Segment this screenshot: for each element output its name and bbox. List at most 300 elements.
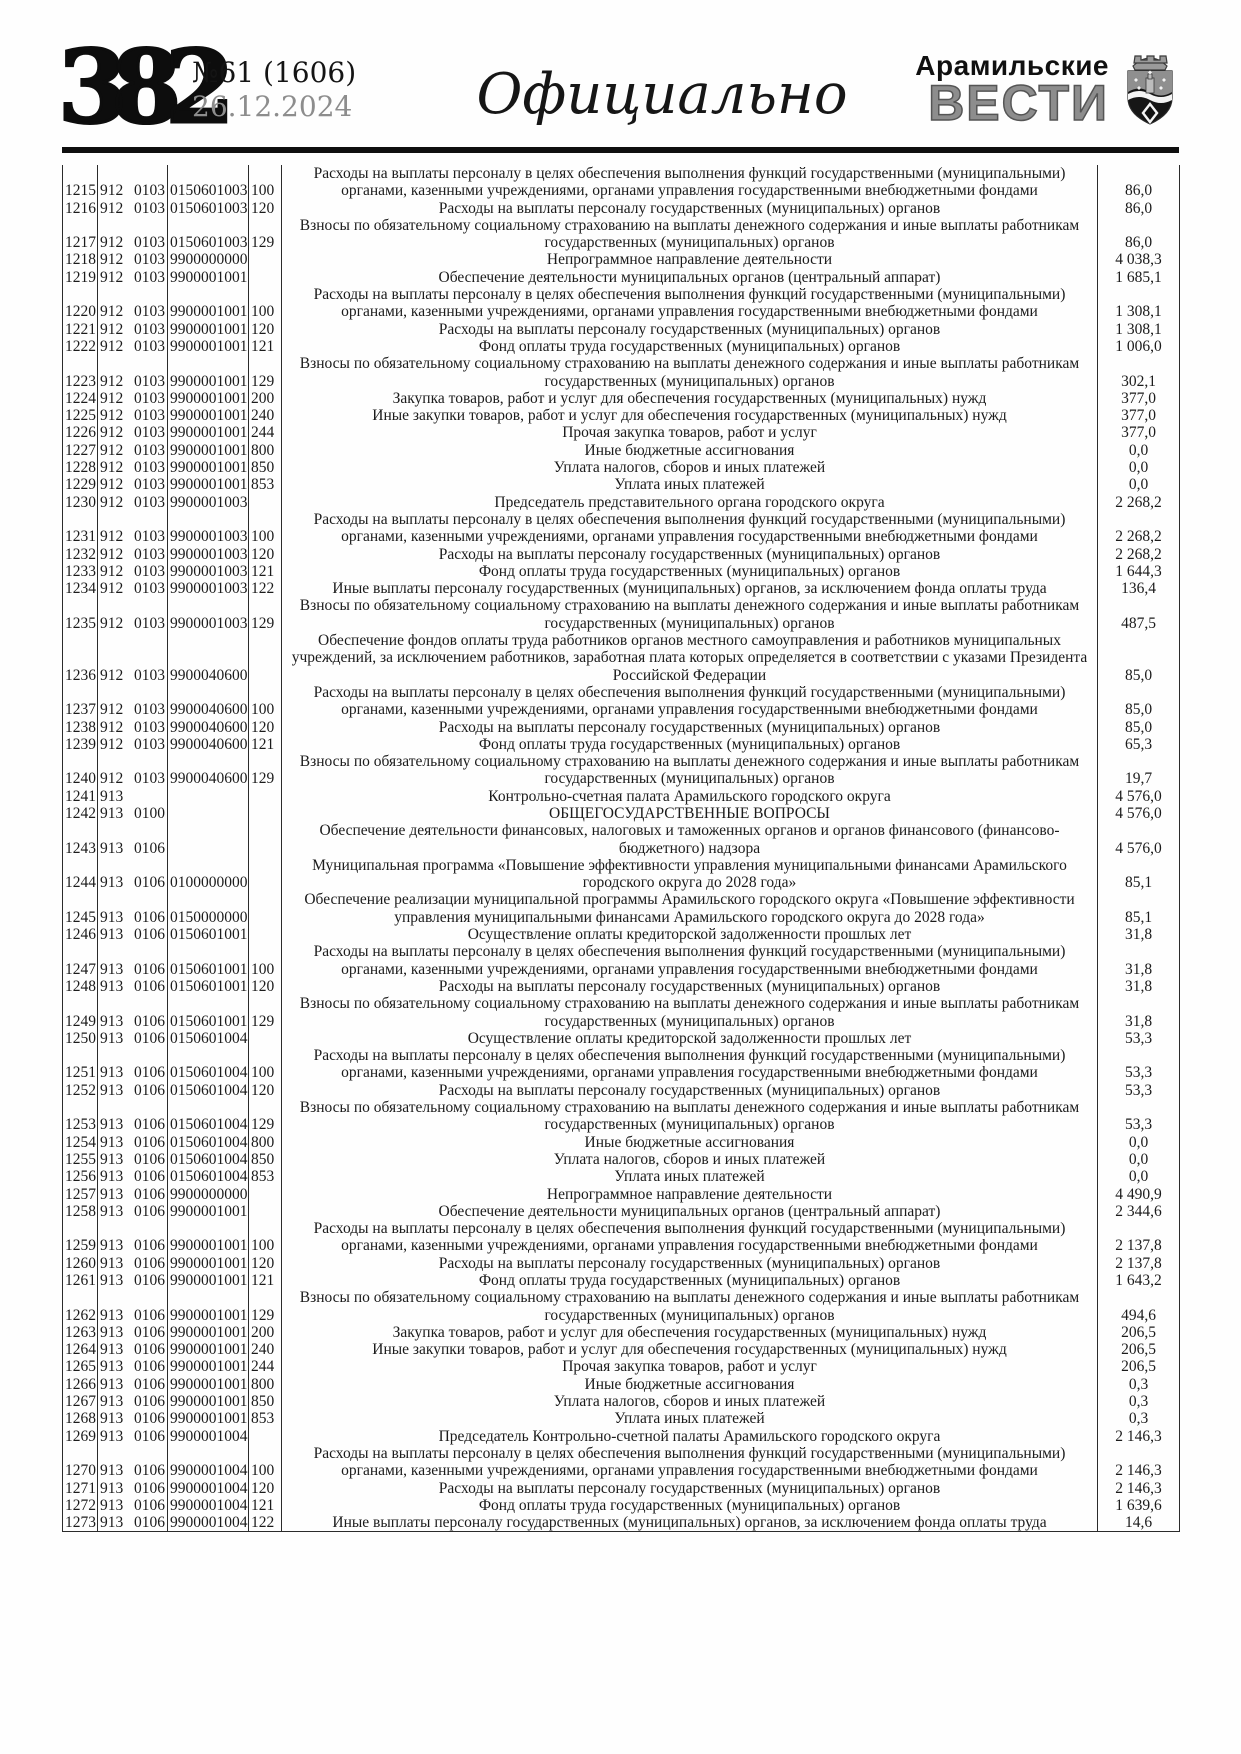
grbs-section-cell (98, 1186, 168, 1203)
section-code: 0103 (134, 407, 165, 425)
grbs-code: 913 (100, 1323, 124, 1341)
amount-cell: 2 344,6 (1098, 1203, 1180, 1220)
description-cell: Расходы на выплаты персоналу государственных (муниципальных) органов (282, 200, 1098, 217)
grbs-section-cell (98, 1341, 168, 1358)
description-cell: Расходы на выплаты персоналу государственных (муниципальных) органов (282, 978, 1098, 995)
description-cell: Расходы на выплаты персоналу в целях обеспечения выполнения функций государственными (муниципальными) органами, казенными учреждениями, органами управления государственными внебюджетными фондами (282, 1220, 1098, 1255)
description-cell: Обеспечение деятельности муниципальных органов (центральный аппарат) (282, 1203, 1098, 1220)
grbs-section-cell (98, 1289, 168, 1324)
table-row (63, 286, 1180, 321)
target-article-cell: 9900001001 (168, 1393, 249, 1410)
section-code: 0103 (134, 718, 165, 736)
row-number-cell: 1254 (63, 1134, 98, 1151)
grbs-section-cell (98, 200, 168, 217)
target-article-cell: 0150601004 (168, 1134, 249, 1151)
amount-cell: 86,0 (1098, 217, 1180, 252)
grbs-code: 912 (100, 372, 124, 390)
description-cell: Председатель Контрольно-счетной палаты Арамильского городского округа (282, 1428, 1098, 1445)
target-article-cell (168, 822, 249, 857)
description-cell: Фонд оплаты труда государственных (муниципальных) органов (282, 736, 1098, 753)
table-row (63, 217, 1180, 252)
grbs-code: 912 (100, 320, 124, 338)
grbs-section-cell (98, 632, 168, 684)
row-number-cell: 1232 (63, 546, 98, 563)
expense-type-cell: 850 (249, 459, 282, 476)
section-code: 0106 (134, 1254, 165, 1272)
target-article-cell: 9900000000 (168, 1186, 249, 1203)
expense-type-cell: 121 (249, 563, 282, 580)
grbs-code: 913 (100, 1029, 124, 1047)
grbs-section-cell (98, 719, 168, 736)
section-code: 0103 (134, 562, 165, 580)
amount-cell: 377,0 (1098, 424, 1180, 441)
description-cell: Уплата налогов, сборов и иных платежей (282, 1151, 1098, 1168)
description-cell: Фонд оплаты труда государственных (муниципальных) органов (282, 338, 1098, 355)
amount-cell: 494,6 (1098, 1289, 1180, 1324)
expense-type-cell: 120 (249, 978, 282, 995)
grbs-section-cell (98, 1393, 168, 1410)
grbs-code: 912 (100, 476, 124, 494)
row-number-cell: 1261 (63, 1272, 98, 1289)
target-article-cell: 9900001001 (168, 1289, 249, 1324)
grbs-section-cell (98, 1203, 168, 1220)
expense-type-cell: 100 (249, 1220, 282, 1255)
row-number-cell: 1220 (63, 286, 98, 321)
description-cell: Муниципальная программа «Повышение эффективности управления муниципальными финансами Арамильского городского округа до 2028 года» (282, 857, 1098, 892)
target-article-cell: 9900001003 (168, 511, 249, 546)
expense-type-cell: 129 (249, 753, 282, 788)
amount-cell: 53,3 (1098, 1047, 1180, 1082)
section-code: 0106 (134, 1358, 165, 1376)
description-cell: Расходы на выплаты персоналу государственных (муниципальных) органов (282, 1480, 1098, 1497)
row-number-cell: 1236 (63, 632, 98, 684)
table-row (63, 1030, 1180, 1047)
amount-cell: 2 268,2 (1098, 546, 1180, 563)
grbs-code: 912 (100, 407, 124, 425)
table-row (63, 1203, 1180, 1220)
grbs-section-cell (98, 1047, 168, 1082)
description-cell: Расходы на выплаты персоналу в целях обеспечения выполнения функций государственными (муниципальными) органами, казенными учреждениями, органами управления государственными внебюджетными фондами (282, 1445, 1098, 1480)
expense-type-cell: 800 (249, 1134, 282, 1151)
table-row (63, 1220, 1180, 1255)
amount-cell: 86,0 (1098, 200, 1180, 217)
grbs-code: 913 (100, 787, 124, 805)
section-code: 0106 (134, 1462, 165, 1480)
row-number-cell: 1272 (63, 1497, 98, 1514)
expense-type-cell: 121 (249, 1272, 282, 1289)
row-number-cell: 1228 (63, 459, 98, 476)
grbs-code: 912 (100, 545, 124, 563)
expense-type-cell: 122 (249, 1514, 282, 1532)
target-article-cell: 9900040600 (168, 736, 249, 753)
expense-type-cell (249, 788, 282, 805)
expense-type-cell (249, 1186, 282, 1203)
row-number-cell: 1221 (63, 321, 98, 338)
grbs-code: 912 (100, 303, 124, 321)
section-code: 0103 (134, 666, 165, 684)
row-number-cell: 1259 (63, 1220, 98, 1255)
section-code: 0103 (134, 493, 165, 511)
row-number-cell: 1257 (63, 1186, 98, 1203)
section-title: Официально (476, 62, 848, 127)
expense-type-cell: 121 (249, 1497, 282, 1514)
target-article-cell: 9900001004 (168, 1428, 249, 1445)
amount-cell: 206,5 (1098, 1341, 1180, 1358)
description-cell: Расходы на выплаты персоналу государственных (муниципальных) органов (282, 1082, 1098, 1099)
description-cell: Взносы по обязательному социальному страхованию на выплаты денежного содержания и иные выплаты работникам государственных (муниципальных) органов (282, 1289, 1098, 1324)
table-row (63, 1186, 1180, 1203)
target-article-cell: 9900040600 (168, 632, 249, 684)
grbs-section-cell (98, 476, 168, 493)
grbs-section-cell (98, 1168, 168, 1185)
amount-cell: 53,3 (1098, 1030, 1180, 1047)
table-row (63, 1480, 1180, 1497)
table-row (63, 891, 1180, 926)
row-number-cell: 1255 (63, 1151, 98, 1168)
row-number-cell: 1219 (63, 269, 98, 286)
row-number-cell: 1241 (63, 788, 98, 805)
description-cell: Взносы по обязательному социальному страхованию на выплаты денежного содержания и иные выплаты работникам государственных (муниципальных) органов (282, 995, 1098, 1030)
description-cell: Непрограммное направление деятельности (282, 1186, 1098, 1203)
target-article-cell (168, 805, 249, 822)
grbs-code: 913 (100, 1514, 124, 1532)
expense-type-cell: 100 (249, 165, 282, 200)
amount-cell: 31,8 (1098, 943, 1180, 978)
grbs-section-cell (98, 269, 168, 286)
table-row (63, 1358, 1180, 1375)
grbs-code: 913 (100, 839, 124, 857)
target-article-cell: 9900001004 (168, 1514, 249, 1532)
grbs-section-cell (98, 286, 168, 321)
section-code: 0106 (134, 926, 165, 944)
description-cell: Расходы на выплаты персоналу в целях обеспечения выполнения функций государственными (муниципальными) органами, казенными учреждениями, органами управления государственными внебюджетными фондами (282, 1047, 1098, 1082)
grbs-code: 913 (100, 804, 124, 822)
expense-type-cell (249, 251, 282, 268)
description-cell: Прочая закупка товаров, работ и услуг (282, 424, 1098, 441)
grbs-code: 913 (100, 908, 124, 926)
amount-cell: 206,5 (1098, 1324, 1180, 1341)
row-number-cell: 1230 (63, 494, 98, 511)
table-row (63, 597, 1180, 632)
amount-cell: 0,0 (1098, 1151, 1180, 1168)
grbs-code: 912 (100, 459, 124, 477)
target-article-cell: 9900001001 (168, 269, 249, 286)
row-number-cell: 1234 (63, 580, 98, 597)
amount-cell: 1 643,2 (1098, 1272, 1180, 1289)
grbs-section-cell (98, 943, 168, 978)
expense-type-cell (249, 1030, 282, 1047)
section-code: 0103 (134, 199, 165, 217)
target-article-cell: 9900001001 (168, 476, 249, 493)
row-number-cell: 1265 (63, 1358, 98, 1375)
expense-type-cell: 240 (249, 1341, 282, 1358)
amount-cell: 1 639,6 (1098, 1497, 1180, 1514)
description-cell: Уплата налогов, сборов и иных платежей (282, 1393, 1098, 1410)
row-number-cell: 1227 (63, 442, 98, 459)
grbs-code: 912 (100, 528, 124, 546)
target-article-cell: 9900001001 (168, 321, 249, 338)
expense-type-cell: 129 (249, 1099, 282, 1134)
expense-type-cell (249, 1203, 282, 1220)
grbs-code: 913 (100, 1064, 124, 1082)
section-code: 0106 (134, 908, 165, 926)
expense-type-cell: 120 (249, 1255, 282, 1272)
table-row (63, 546, 1180, 563)
grbs-section-cell (98, 736, 168, 753)
description-cell: Закупка товаров, работ и услуг для обеспечения государственных (муниципальных) нужд (282, 1324, 1098, 1341)
amount-cell: 85,0 (1098, 632, 1180, 684)
expense-type-cell (249, 1428, 282, 1445)
grbs-code: 913 (100, 960, 124, 978)
row-number-cell: 1263 (63, 1324, 98, 1341)
target-article-cell: 9900001001 (168, 407, 249, 424)
grbs-section-cell (98, 1134, 168, 1151)
grbs-section-cell (98, 822, 168, 857)
expense-type-cell: 100 (249, 511, 282, 546)
target-article-cell: 9900001003 (168, 597, 249, 632)
section-code: 0106 (134, 960, 165, 978)
description-cell: Председатель представительного органа городского округа (282, 494, 1098, 511)
grbs-code: 912 (100, 701, 124, 719)
table-row (63, 1289, 1180, 1324)
issue-date: 26.12.2024 (192, 90, 353, 123)
description-cell: Расходы на выплаты персоналу в целях обеспечения выполнения функций государственными (муниципальными) органами, казенными учреждениями, органами управления государственными внебюджетными фондами (282, 286, 1098, 321)
row-number-cell: 1256 (63, 1168, 98, 1185)
grbs-code: 912 (100, 199, 124, 217)
grbs-section-cell (98, 1151, 168, 1168)
row-number-cell: 1262 (63, 1289, 98, 1324)
section-code: 0106 (134, 1427, 165, 1445)
expense-type-cell: 800 (249, 442, 282, 459)
table-row (63, 1082, 1180, 1099)
table-row (63, 788, 1180, 805)
description-cell: Иные бюджетные ассигнования (282, 442, 1098, 459)
grbs-code: 913 (100, 1133, 124, 1151)
amount-cell: 1 685,1 (1098, 269, 1180, 286)
grbs-code: 913 (100, 1341, 124, 1359)
table-row (63, 995, 1180, 1030)
grbs-code: 913 (100, 1375, 124, 1393)
grbs-section-cell (98, 355, 168, 390)
grbs-section-cell (98, 390, 168, 407)
expense-type-cell (249, 891, 282, 926)
grbs-section-cell (98, 788, 168, 805)
table-row (63, 926, 1180, 943)
grbs-code: 913 (100, 977, 124, 995)
target-article-cell: 9900001004 (168, 1480, 249, 1497)
expense-type-cell: 120 (249, 719, 282, 736)
expense-type-cell: 100 (249, 943, 282, 978)
amount-cell: 1 006,0 (1098, 338, 1180, 355)
brand-name-top: Арамильские (915, 50, 1109, 81)
amount-cell: 85,0 (1098, 719, 1180, 736)
grbs-code: 913 (100, 874, 124, 892)
amount-cell: 487,5 (1098, 597, 1180, 632)
section-code: 0103 (134, 372, 165, 390)
description-cell: Иные бюджетные ассигнования (282, 1376, 1098, 1393)
grbs-section-cell (98, 459, 168, 476)
table-row (63, 1151, 1180, 1168)
expense-type-cell: 100 (249, 1445, 282, 1480)
grbs-code: 912 (100, 770, 124, 788)
grbs-code: 913 (100, 1202, 124, 1220)
section-code: 0100 (134, 804, 165, 822)
section-code: 0103 (134, 441, 165, 459)
amount-cell: 206,5 (1098, 1358, 1180, 1375)
table-row (63, 1134, 1180, 1151)
target-article-cell: 9900001001 (168, 355, 249, 390)
row-number-cell: 1229 (63, 476, 98, 493)
target-article-cell: 9900001001 (168, 424, 249, 441)
description-cell: Расходы на выплаты персоналу государственных (муниципальных) органов (282, 719, 1098, 736)
section-code: 0106 (134, 1185, 165, 1203)
grbs-section-cell (98, 805, 168, 822)
page-number: 382 (58, 28, 219, 146)
target-article-cell: 9900001003 (168, 494, 249, 511)
row-number-cell: 1240 (63, 753, 98, 788)
table-row (63, 1514, 1180, 1532)
grbs-section-cell (98, 511, 168, 546)
expense-type-cell: 850 (249, 1151, 282, 1168)
description-cell: Уплата иных платежей (282, 476, 1098, 493)
grbs-section-cell (98, 1272, 168, 1289)
grbs-section-cell (98, 580, 168, 597)
grbs-code: 913 (100, 1168, 124, 1186)
section-code: 0106 (134, 1323, 165, 1341)
grbs-section-cell (98, 891, 168, 926)
target-article-cell: 9900001001 (168, 1324, 249, 1341)
expense-type-cell: 129 (249, 355, 282, 390)
grbs-section-cell (98, 1480, 168, 1497)
grbs-code: 913 (100, 926, 124, 944)
row-number-cell: 1251 (63, 1047, 98, 1082)
description-cell: Контрольно-счетная палата Арамильского городского округа (282, 788, 1098, 805)
target-article-cell: 9900001003 (168, 546, 249, 563)
expense-type-cell: 100 (249, 1047, 282, 1082)
target-article-cell: 0100000000 (168, 857, 249, 892)
row-number-cell: 1239 (63, 736, 98, 753)
grbs-section-cell (98, 251, 168, 268)
expense-type-cell: 120 (249, 200, 282, 217)
row-number-cell: 1215 (63, 165, 98, 200)
issue-number: №61 (1606) (192, 56, 357, 89)
amount-cell: 19,7 (1098, 753, 1180, 788)
amount-cell: 85,1 (1098, 857, 1180, 892)
description-cell: Расходы на выплаты персоналу в целях обеспечения выполнения функций государственными (муниципальными) органами, казенными учреждениями, органами управления государственными внебюджетными фондами (282, 511, 1098, 546)
expense-type-cell: 200 (249, 390, 282, 407)
grbs-section-cell (98, 1255, 168, 1272)
budget-table-body (63, 165, 1180, 1532)
row-number-cell: 1218 (63, 251, 98, 268)
description-cell: ОБЩЕГОСУДАРСТВЕННЫЕ ВОПРОСЫ (282, 805, 1098, 822)
section-code: 0103 (134, 614, 165, 632)
row-number-cell: 1233 (63, 563, 98, 580)
table-row (63, 355, 1180, 390)
amount-cell: 0,0 (1098, 1134, 1180, 1151)
table-row (63, 494, 1180, 511)
target-article-cell: 0150000000 (168, 891, 249, 926)
expense-type-cell: 244 (249, 1358, 282, 1375)
grbs-code: 913 (100, 1410, 124, 1428)
expense-type-cell: 129 (249, 597, 282, 632)
target-article-cell: 9900001001 (168, 459, 249, 476)
row-number-cell: 1225 (63, 407, 98, 424)
target-article-cell: 9900001001 (168, 1358, 249, 1375)
target-article-cell: 0150601003 (168, 200, 249, 217)
expense-type-cell: 100 (249, 286, 282, 321)
row-number-cell: 1224 (63, 390, 98, 407)
row-number-cell: 1237 (63, 684, 98, 719)
section-code: 0106 (134, 1272, 165, 1289)
section-code: 0103 (134, 182, 165, 200)
target-article-cell: 0150601004 (168, 1099, 249, 1134)
expense-type-cell (249, 632, 282, 684)
issue-block (192, 56, 356, 124)
brand-name-bottom: ВЕСТИ (928, 75, 1109, 131)
section-code: 0106 (134, 1168, 165, 1186)
expense-type-cell: 122 (249, 580, 282, 597)
section-code: 0106 (134, 1064, 165, 1082)
description-cell: Взносы по обязательному социальному страхованию на выплаты денежного содержания и иные выплаты работникам государственных (муниципальных) органов (282, 753, 1098, 788)
row-number-cell: 1273 (63, 1514, 98, 1532)
section-code: 0106 (134, 1479, 165, 1497)
grbs-section-cell (98, 321, 168, 338)
description-cell: Уплата иных платежей (282, 1168, 1098, 1185)
grbs-section-cell (98, 1324, 168, 1341)
target-article-cell (168, 788, 249, 805)
grbs-section-cell (98, 1514, 168, 1532)
amount-cell: 1 308,1 (1098, 286, 1180, 321)
row-number-cell: 1222 (63, 338, 98, 355)
grbs-code: 912 (100, 268, 124, 286)
grbs-section-cell (98, 338, 168, 355)
grbs-section-cell (98, 1099, 168, 1134)
grbs-section-cell (98, 978, 168, 995)
target-article-cell: 9900001004 (168, 1497, 249, 1514)
target-article-cell: 9900001001 (168, 390, 249, 407)
grbs-section-cell (98, 753, 168, 788)
row-number-cell: 1226 (63, 424, 98, 441)
table-row (63, 736, 1180, 753)
row-number-cell: 1238 (63, 719, 98, 736)
description-cell: Взносы по обязательному социальному страхованию на выплаты денежного содержания и иные выплаты работникам государственных (муниципальных) органов (282, 1099, 1098, 1134)
target-article-cell: 0150601003 (168, 165, 249, 200)
grbs-section-cell (98, 217, 168, 252)
amount-cell: 2 268,2 (1098, 494, 1180, 511)
row-number-cell: 1252 (63, 1082, 98, 1099)
amount-cell: 31,8 (1098, 995, 1180, 1030)
newspaper-brand (915, 50, 1109, 131)
row-number-cell: 1244 (63, 857, 98, 892)
grbs-code: 912 (100, 337, 124, 355)
target-article-cell: 9900001003 (168, 563, 249, 580)
row-number-cell: 1250 (63, 1030, 98, 1047)
table-row (63, 424, 1180, 441)
grbs-section-cell (98, 1428, 168, 1445)
amount-cell: 0,3 (1098, 1393, 1180, 1410)
target-article-cell: 9900001001 (168, 286, 249, 321)
table-row (63, 269, 1180, 286)
grbs-section-cell (98, 995, 168, 1030)
target-article-cell: 9900001001 (168, 1410, 249, 1427)
table-row (63, 632, 1180, 684)
table-row (63, 200, 1180, 217)
grbs-code: 913 (100, 1272, 124, 1289)
expense-type-cell (249, 926, 282, 943)
table-row (63, 476, 1180, 493)
expense-type-cell: 240 (249, 407, 282, 424)
section-code: 0103 (134, 580, 165, 598)
